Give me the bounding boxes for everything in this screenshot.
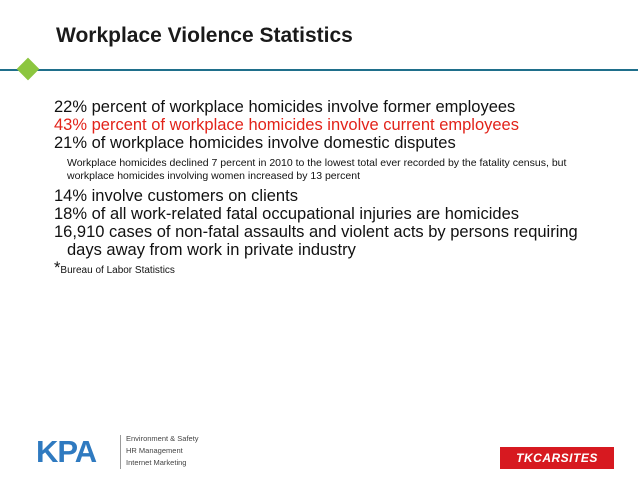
- title-rule: [0, 69, 638, 71]
- slide-title: Workplace Violence Statistics: [56, 24, 353, 47]
- kpa-tag-environment: Environment & Safety: [126, 434, 199, 443]
- kpa-logo-tags: [126, 433, 199, 469]
- kpa-tag-hr: HR Management: [126, 446, 183, 455]
- bullet-fatal-injuries: 18% of all work-related fatal occupational injuries are homicides: [54, 205, 519, 223]
- kpa-tag-internet: Internet Marketing: [126, 458, 187, 467]
- bullet-former-employees: 22% percent of workplace homicides involve former employees: [54, 98, 516, 116]
- kpa-logo: [36, 432, 226, 472]
- source-line: [54, 259, 614, 280]
- bullet-customers: 14% involve customers on clients: [54, 187, 298, 205]
- sub-note: Workplace homicides declined 7 percent in 2010 to the lowest total ever recorded by the fatality census, but workplace homicides involving women increased by 13 percent: [67, 157, 567, 182]
- kpa-logo-divider: [120, 435, 121, 469]
- source-asterisk: *: [54, 259, 61, 277]
- bullet-domestic-disputes: 21% of workplace homicides involve domestic disputes: [54, 134, 456, 152]
- tkcarsites-logo: TKCARSITES: [500, 447, 614, 469]
- kpa-logo-letters: KPA: [36, 434, 97, 469]
- source-text: Bureau of Labor Statistics: [60, 265, 175, 276]
- slide-body: [54, 98, 614, 280]
- diamond-marker: [17, 58, 40, 81]
- bullet-nonfatal-assaults: 16,910 cases of non-fatal assaults and violent acts by persons requiring days away from work in private industry: [54, 223, 578, 259]
- bullet-current-employees: 43% percent of workplace homicides involve current employees: [54, 116, 519, 134]
